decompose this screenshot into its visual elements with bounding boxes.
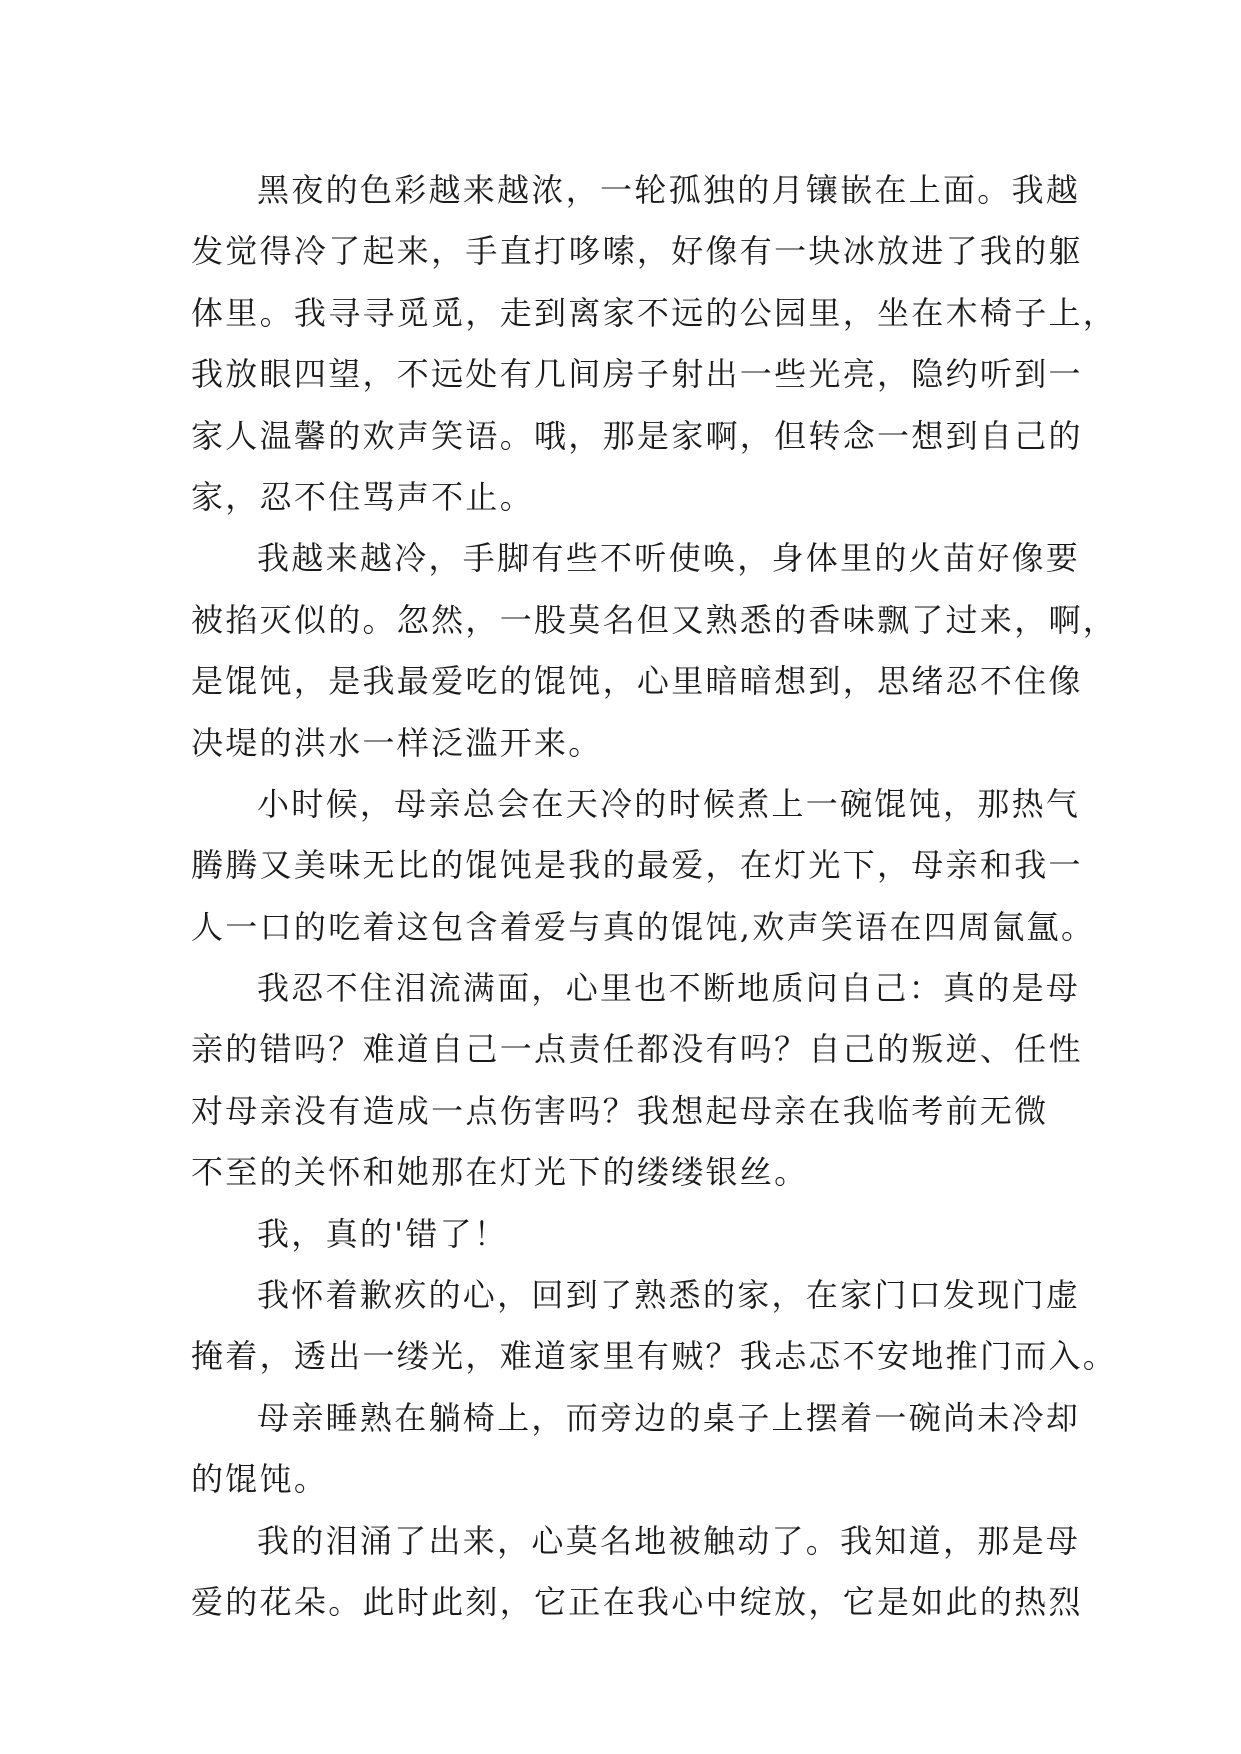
text-line: 我忍不住泪流满面，心里也不断地质问自己：真的是母 (257, 969, 1081, 1008)
text-line: 不至的关怀和她那在灯光下的缕缕银丝。 (191, 1153, 809, 1192)
text-line: 爱的花朵。此时此刻，它正在我心中绽放，它是如此的热烈 (191, 1582, 1083, 1621)
text-line: 对母亲没有造成一点伤害吗？我想起母亲在我临考前无微 (191, 1091, 1049, 1130)
text-line: 小时候，母亲总会在天冷的时候煮上一碗馄饨，那热气 (257, 784, 1081, 823)
text-line: 被掐灭似的。忽然，一股莫名但又熟悉的香味飘了过来，啊， (191, 600, 1118, 639)
text-line: 黑夜的色彩越来越浓，一轮孤独的月镶嵌在上面。我越 (257, 171, 1081, 209)
text-line: 是馄饨，是我最爱吃的馄饨，心里暗暗想到，思绪忍不住像 (191, 662, 1083, 701)
text-line: 亲的错吗？难道自己一点责任都没有吗？自己的叛逆、任性 (191, 1030, 1083, 1069)
body-text (191, 160, 1118, 1633)
text-line: 发觉得冷了起来，手直打哆嗦，好像有一块冰放进了我的躯 (191, 232, 1083, 271)
text-line: 人一口的吃着这包含着爱与真的馄饨,欢声笑语在四周氤氲。 (191, 907, 1096, 946)
text-line: 母亲睡熟在躺椅上，而旁边的桌子上摆着一碗尚未冷却 (257, 1398, 1081, 1437)
text-line: 我怀着歉疚的心，回到了熟悉的家，在家门口发现门虚 (257, 1276, 1081, 1315)
text-line: 掩着，透出一缕光，难道家里有贼？我忐忑不安地推门而入。 (191, 1337, 1118, 1376)
text-line: 我越来越冷，手脚有些不听使唤，身体里的火苗好像要 (257, 539, 1081, 578)
text-line: 的馄饨。 (191, 1460, 329, 1499)
text-line: 我的泪涌了出来，心莫名地被触动了。我知道，那是母 (257, 1521, 1081, 1560)
text-line: 腾腾又美味无比的馄饨是我的最爱，在灯光下，母亲和我一 (191, 846, 1083, 885)
text-line: 家，忍不住骂声不止。 (191, 477, 535, 516)
text-line: 体里。我寻寻觅觅，走到离家不远的公园里，坐在木椅子上， (191, 293, 1118, 332)
text-line: 决堤的洪水一样泛滥开来。 (191, 723, 603, 762)
text-line: 家人温馨的欢声笑语。哦，那是家啊，但转念一想到自己的 (191, 416, 1083, 455)
text-line: 我放眼四望，不远处有几间房子射出一些光亮，隐约听到一 (191, 355, 1083, 394)
text-line: 我，真的'错了！ (257, 1214, 509, 1253)
